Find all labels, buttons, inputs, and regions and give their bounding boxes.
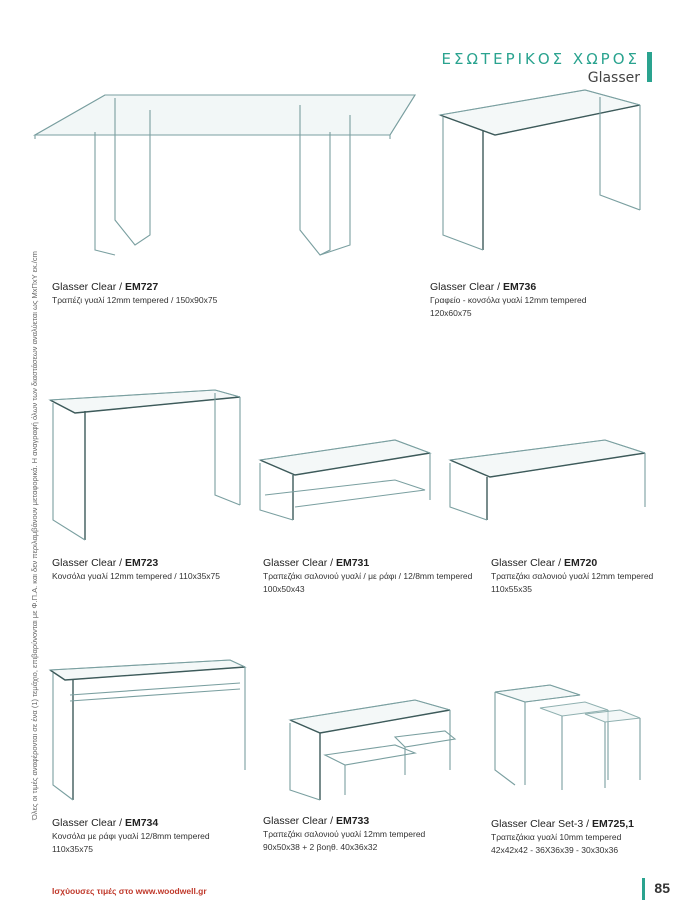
product-image-table <box>30 90 430 265</box>
product-caption: Glasser Clear / EM734 Κονσόλα με ράφι γυαλί 12/8mm tempered 110x35x75 <box>52 817 312 856</box>
product-caption: Glasser Clear / EM723 Κονσόλα γυαλί 12mm tempered / 110x35x75 <box>52 557 312 583</box>
product-name: Glasser Clear <box>430 281 495 293</box>
product-image-console-shelf <box>45 655 250 805</box>
header-accent-bar <box>647 52 652 82</box>
product-dimensions: 100x50x43 <box>263 584 305 594</box>
product-image-coffee-table <box>445 435 650 525</box>
product-image-nesting-tables <box>490 680 695 790</box>
product-em734[interactable] <box>45 655 255 855</box>
product-caption: Glasser Clear / EM731 Τραπεζάκι σαλονιού γυαλί / με ράφι / 12/8mm tempered 100x50x43 <box>263 557 523 596</box>
product-code: EM734 <box>124 817 159 829</box>
section-title: ΕΣΩΤΕΡΙΚΟΣ ΧΩΡΟΣ <box>441 50 640 68</box>
product-name: Glasser Clear <box>263 815 328 827</box>
page-number: 85 <box>654 880 670 896</box>
product-image-desk <box>435 85 655 255</box>
product-em731[interactable] <box>255 435 473 600</box>
product-caption: Glasser Clear Set-3 / EM725,1 Τραπεζάκια γυαλί 10mm tempered 42x42x42 - 36X36x39 - 30x30x36 <box>491 818 700 857</box>
product-desc: Τραπεζάκι σαλονιού γυαλί / με ράφι / 12/8mm tempered <box>263 571 473 581</box>
product-em725-1[interactable] <box>445 680 660 855</box>
product-caption: Glasser Clear / EM727 Τραπέζι γυαλί 12mm tempered / 150x90x75 <box>52 281 312 307</box>
product-caption: Glasser Clear / EM733 Τραπεζάκι σαλονιού γυαλί 12mm tempered 90x50x38 + 2 βοηθ. 40x36x32 <box>263 815 523 854</box>
page-header <box>442 50 640 86</box>
product-code: EM736 <box>502 281 537 293</box>
product-em736[interactable] <box>430 85 660 325</box>
product-name: Glasser Clear <box>52 817 117 829</box>
product-caption: Glasser Clear / EM736 Γραφείο - κονσόλα γυαλί 12mm tempered 120x60x75 <box>430 281 690 320</box>
product-code: EM725,1 <box>591 818 634 830</box>
product-code: EM723 <box>124 557 159 569</box>
product-name: Glasser Clear <box>491 557 556 569</box>
product-desc: Τραπεζάκι σαλονιού γυαλί 12mm tempered <box>263 829 426 839</box>
side-note: Όλες οι τιμές αναφέρονται σε ένα (1) τεμάχιο, επιβαρύνονται με Φ.Π.Α. και δεν περιλαμβάνουν μεταφορικά. Η αναγραφή όλων των διαστάσεων αναλύεται ως ΜxΠxΥ εκ./cm <box>30 251 39 820</box>
product-em727[interactable] <box>30 85 430 325</box>
product-desc: Τραπέζι γυαλί 12mm tempered / 150x90x75 <box>52 295 218 305</box>
footer-prices-note: Ισχύουσες τιμές στο www.woodwell.gr <box>52 886 207 896</box>
product-em720[interactable] <box>445 435 660 600</box>
product-name: Glasser Clear <box>52 557 117 569</box>
product-name: Glasser Clear Set-3 <box>491 818 584 830</box>
product-dimensions: 110x35x75 <box>52 844 93 854</box>
page-number-accent-bar <box>642 878 645 900</box>
product-name: Glasser Clear <box>263 557 328 569</box>
product-dimensions: 110x55x35 <box>491 584 532 594</box>
product-image-coffee-table-shelf <box>255 435 440 525</box>
product-code: EM727 <box>124 281 159 293</box>
product-em733[interactable] <box>255 695 455 855</box>
product-dimensions: 42x42x42 - 36X36x39 - 30x30x36 <box>491 845 619 855</box>
product-code: EM720 <box>563 557 598 569</box>
product-code: EM733 <box>335 815 370 827</box>
section-subtitle: Glasser <box>587 70 640 86</box>
product-desc: Γραφείο - κονσόλα γυαλί 12mm tempered <box>430 295 587 305</box>
product-name: Glasser Clear <box>52 281 117 293</box>
product-image-console <box>45 385 245 545</box>
product-desc: Κονσόλα με ράφι γυαλί 12/8mm tempered <box>52 831 210 841</box>
product-dimensions: 90x50x38 + 2 βοηθ. 40x36x32 <box>263 842 378 852</box>
product-em723[interactable] <box>45 385 255 585</box>
product-caption: Glasser Clear / EM720 Τραπεζάκι σαλονιού γυαλί 12mm tempered 110x55x35 <box>491 557 700 596</box>
product-dimensions: 120x60x75 <box>430 308 472 318</box>
product-desc: Κονσόλα γυαλί 12mm tempered / 110x35x75 <box>52 571 220 581</box>
product-desc: Τραπεζάκια γυαλί 10mm tempered <box>491 832 622 842</box>
product-desc: Τραπεζάκι σαλονιού γυαλί 12mm tempered <box>491 571 654 581</box>
product-code: EM731 <box>335 557 370 569</box>
